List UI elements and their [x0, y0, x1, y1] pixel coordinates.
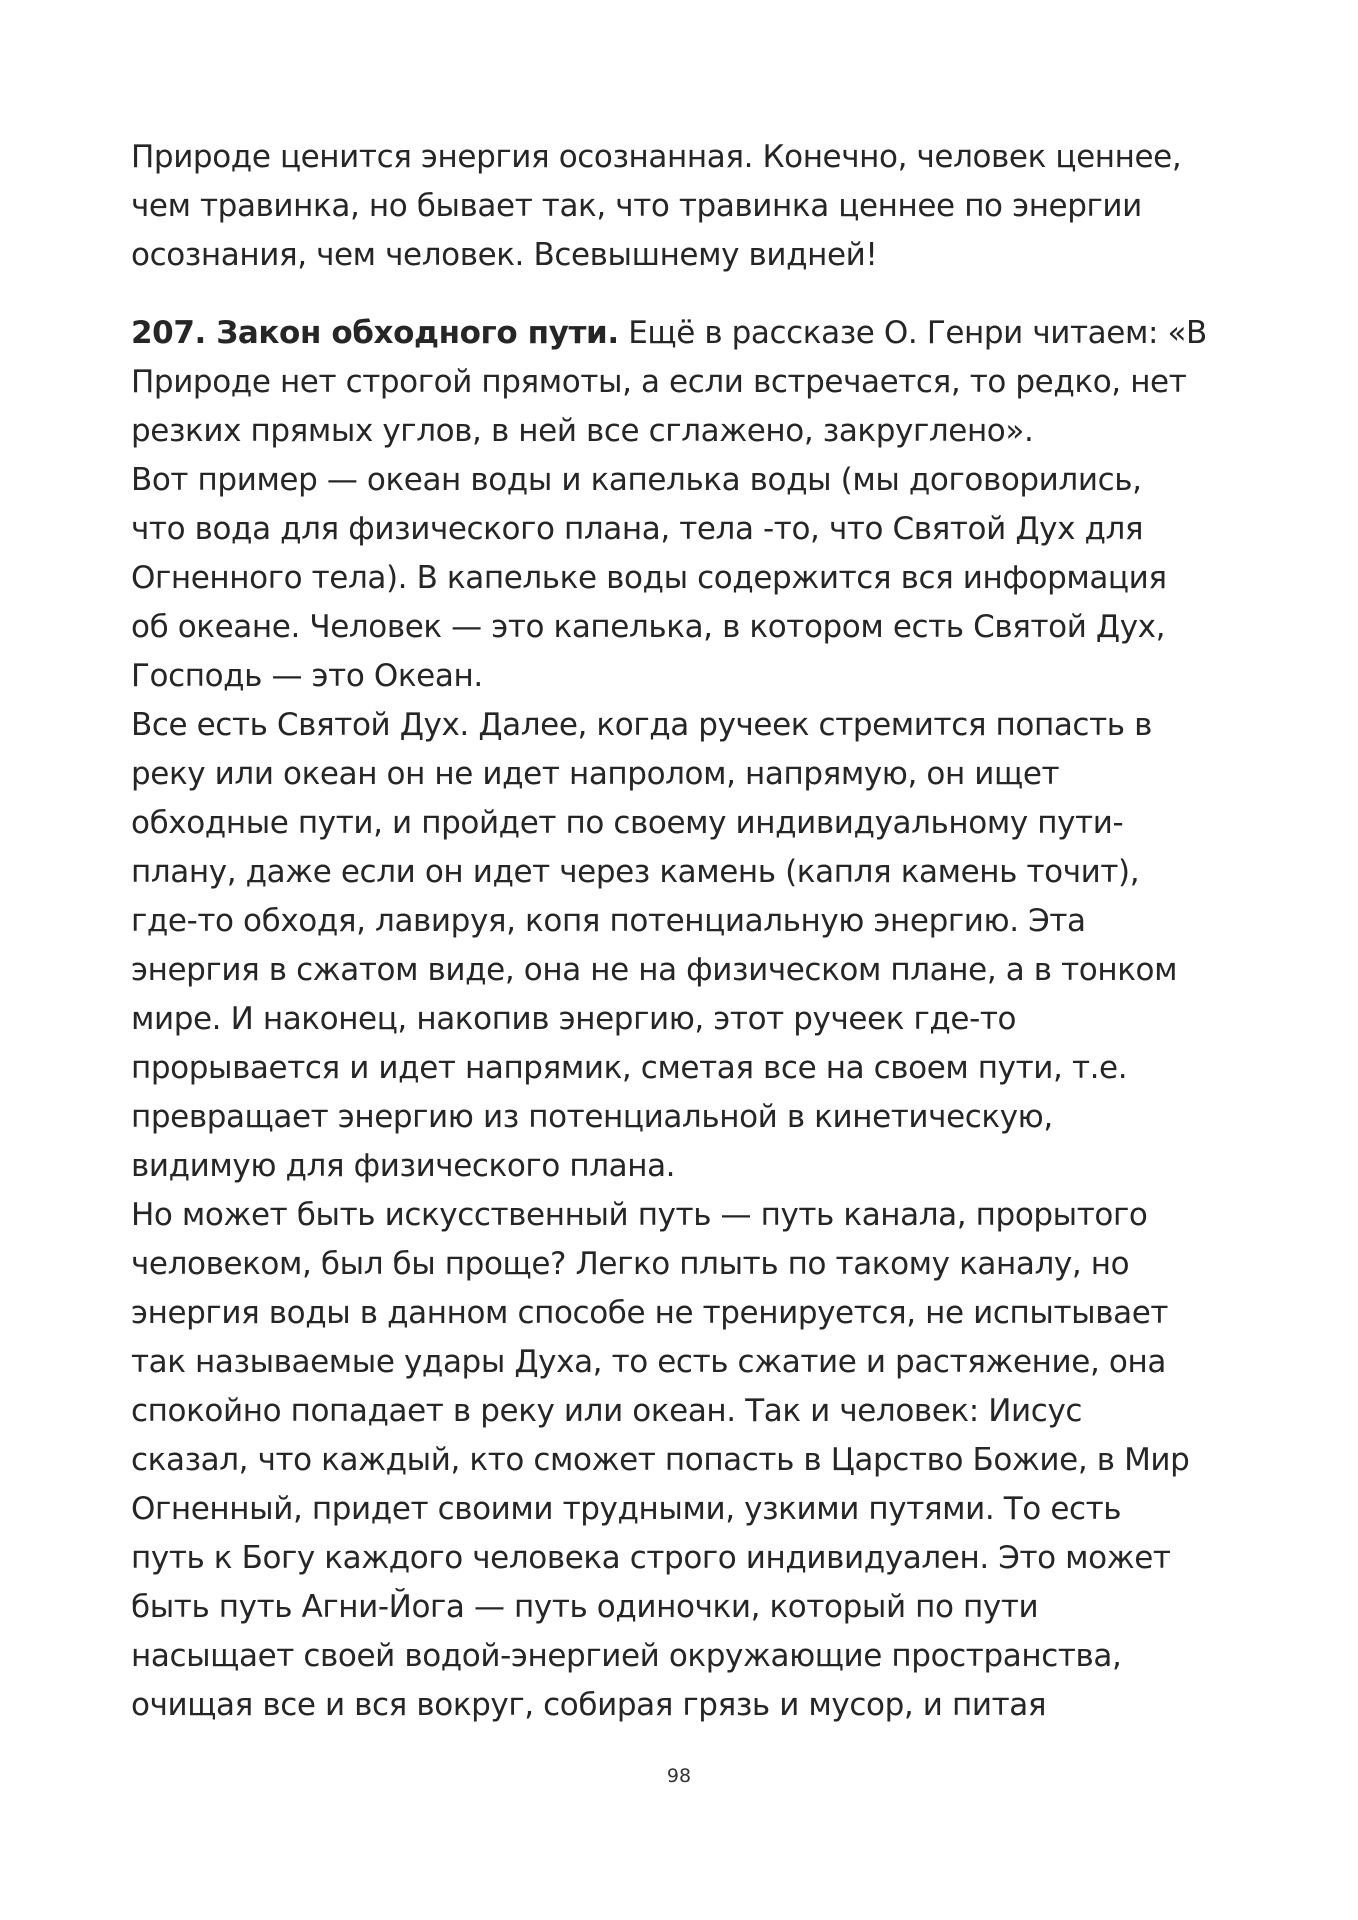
text-line: насыщает своей водой-энергией окружающие пространства,	[131, 1638, 1122, 1674]
text-line: Огненного тела). В капельке воды содержится вся информация	[131, 560, 1167, 596]
text-line: человеком, был бы проще? Легко плыть по такому каналу, но	[131, 1246, 1130, 1282]
text-line: резких прямых углов, в ней все сглажено, закруглено».	[131, 413, 1034, 449]
text-line: энергия в сжатом виде, она не на физическом плане, а в тонком	[131, 952, 1178, 988]
text-line: путь к Богу каждого человека строго индивидуален. Это может	[131, 1540, 1171, 1576]
paragraph-intro	[131, 133, 1251, 280]
text-line: быть путь Агни-Йога — путь одиночки, который по пути	[131, 1589, 1039, 1625]
text-line: очищая все и вся вокруг, собирая грязь и мусор, и питая	[131, 1687, 1047, 1723]
text-line: где-то обходя, лавируя, копя потенциальную энергию. Эта	[131, 903, 1086, 939]
text-line: Все есть Святой Дух. Далее, когда ручеек стремится попасть в	[131, 707, 1152, 743]
text-line: что вода для физического плана, тела -то, что Святой Дух для	[131, 511, 1144, 547]
section-first-line	[131, 309, 1251, 358]
text-line: реку или океан он не идет напролом, напрямую, он ищет	[131, 756, 1060, 792]
text-line: чем травинка, но бывает так, что травинка ценнее по энергии	[131, 188, 1142, 224]
text-line: превращает энергию из потенциальной в кинетическую,	[131, 1099, 1053, 1135]
text-line: Огненный, придет своими трудными, узкими путями. То есть	[131, 1491, 1122, 1527]
text-line: Но может быть искусственный путь — путь канала, прорытого	[131, 1197, 1148, 1233]
section-heading: 207. Закон обходного пути.	[131, 315, 619, 351]
section-first-line-text: Ещё в рассказе О. Генри читаем: «В	[618, 315, 1207, 351]
text-line: плану, даже если он идет через камень (капля камень точит),	[131, 854, 1140, 890]
page-number: 98	[666, 1765, 692, 1787]
text-line: прорывается и идет напрямик, сметая все на своем пути, т.е.	[131, 1050, 1128, 1086]
text-line: мире. И наконец, накопив энергию, этот ручеек где-то	[131, 1001, 1017, 1037]
text-line: Природе ценится энергия осознанная. Конечно, человек ценнее,	[131, 139, 1182, 175]
text-line: Господь — это Океан.	[131, 658, 483, 694]
text-line: спокойно попадает в реку или океан. Так и человек: Иисус	[131, 1393, 1083, 1429]
text-line: так называемые удары Духа, то есть сжатие и растяжение, она	[131, 1344, 1166, 1380]
text-line: Вот пример — океан воды и капелька воды (мы договорились,	[131, 462, 1142, 498]
text-line: осознания, чем человек. Всевышнему видней!	[131, 237, 878, 273]
text-line: об океане. Человек — это капелька, в котором есть Святой Дух,	[131, 609, 1166, 645]
text-line: Природе нет строгой прямоты, а если встречается, то редко, нет	[131, 364, 1187, 400]
text-line: сказал, что каждый, кто сможет попасть в Царство Божие, в Мир	[131, 1442, 1190, 1478]
text-line: энергия воды в данном способе не тренируется, не испытывает	[131, 1295, 1169, 1331]
text-line: видимую для физического плана.	[131, 1148, 676, 1184]
section-207	[131, 309, 1251, 1730]
text-line: обходные пути, и пройдет по своему индивидуальному пути-	[131, 805, 1124, 841]
